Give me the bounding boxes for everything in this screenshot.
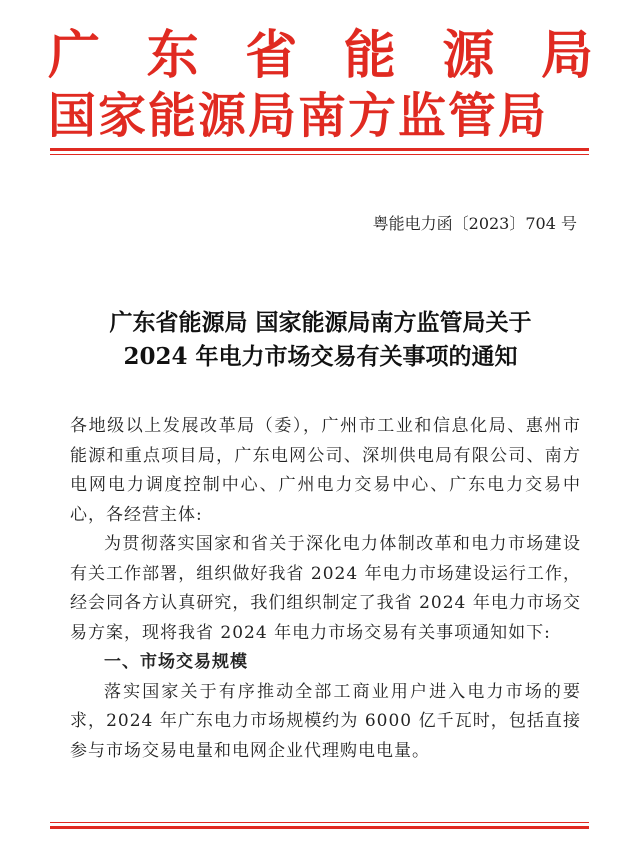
document-body: [70, 412, 581, 766]
issuer-char: 省: [245, 25, 298, 86]
footer-divider-thick: [50, 826, 589, 829]
section-heading: 一、市场交易规模: [104, 652, 248, 672]
header-divider-thin: [50, 154, 589, 155]
issuer-header-line-2: 国家能源局南方监管局: [48, 88, 549, 144]
title-line-2: 2024 年电力市场交易有关事项的通知: [123, 343, 518, 370]
issuer-char: 能: [343, 25, 396, 86]
header-divider-thick: [50, 148, 589, 151]
recipients-paragraph: 各地级以上发展改革局（委），广州市工业和信息化局、惠州市能源和重点项目局，广东电网公司、深圳供电局有限公司、南方电网电力调度控制中心、广州电力交易中心、广东电力交易中心，各经营主体:: [70, 416, 581, 525]
title-line-1: 广东省能源局 国家能源局南方监管局关于: [109, 309, 532, 336]
document-number: 粤能电力函〔2023〕704 号: [372, 214, 577, 233]
intro-paragraph: 为贯彻落实国家和省关于深化电力体制改革和电力市场建设有关工作部署，组织做好我省 2024 年电力市场建设运行工作，经会同各方认真研究，我们组织制定了我省 2024 年电力市场交易方案，现将我省 2024 年电力市场交易有关事项通知如下:: [70, 534, 581, 643]
issuer-char: 东: [146, 25, 199, 86]
issuer-header-line-1: [48, 26, 593, 86]
issuer-char: 局: [540, 25, 593, 86]
footer-divider-thin: [50, 822, 589, 823]
section-paragraph: 落实国家关于有序推动全部工商业用户进入电力市场的要求，2024 年广东电力市场规模约为 6000 亿千瓦时，包括直接参与市场交易电量和电网企业代理购电电量。: [70, 681, 581, 761]
issuer-char: 广: [48, 25, 101, 86]
issuer-char: 源: [442, 25, 495, 86]
document-title: [60, 306, 581, 374]
